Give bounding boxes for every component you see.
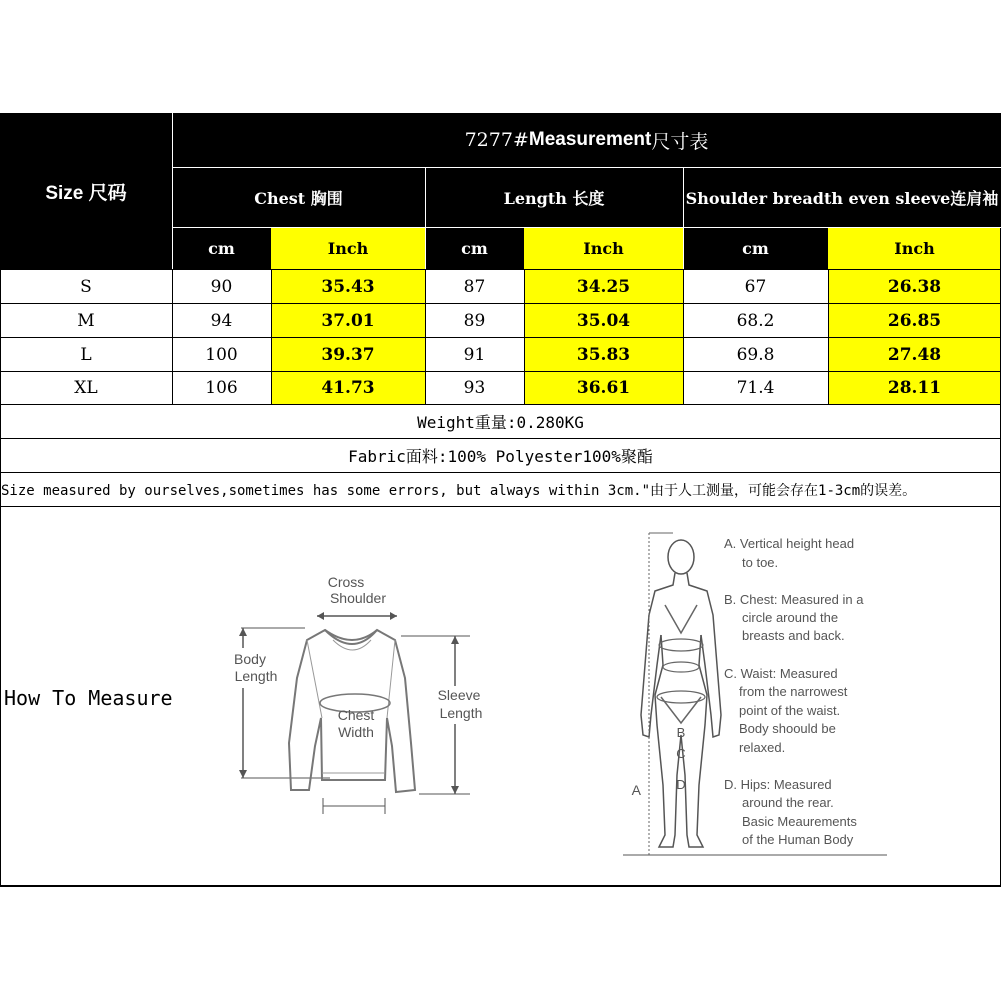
shoulder-cm-cell: 69.8 (683, 338, 828, 371)
size-cell: S (0, 270, 172, 303)
body-diagram (615, 525, 905, 870)
desc-c-line: Body shoould be (739, 721, 836, 736)
sleeve-label: Sleeve (437, 687, 481, 703)
desc-b-line: circle around the (742, 610, 839, 625)
desc-b-line: B. Chest: Measured in a (724, 592, 864, 607)
size-cell: M (0, 304, 172, 337)
chest-header: Chest 胸围 (172, 167, 425, 227)
mark-b: B (676, 725, 686, 740)
desc-c-line: C. Waist: Measured (724, 666, 838, 681)
length-inch-cell: 35.83 (524, 338, 683, 371)
size-header: Size 尺码 (0, 113, 172, 269)
shoulder-inch-cell: 26.85 (828, 304, 1001, 337)
mark-a: A (631, 782, 641, 798)
shoulder-cm-unit: cm (683, 227, 828, 269)
chest-label: Chest (337, 707, 375, 723)
desc-d-line: of the Human Body (742, 832, 854, 847)
length-cm-cell: 93 (425, 372, 524, 404)
desc-c-line: point of the waist. (739, 703, 841, 718)
size-cell: L (0, 338, 172, 371)
title-bold: Measurement (528, 129, 652, 150)
length-cm-cell: 87 (425, 270, 524, 303)
shoulder-label: Shoulder (329, 590, 387, 606)
length-inch-cell: 36.61 (524, 372, 683, 404)
desc-a-line: A. Vertical height head (724, 536, 855, 551)
fabric-info: Fabric面料:100% Polyester100%聚酯 (0, 439, 1001, 472)
desc-d-line: around the rear. (742, 795, 834, 810)
length-inch-cell: 34.25 (524, 270, 683, 303)
length-inch-cell: 35.04 (524, 304, 683, 337)
desc-d-line: D. Hips: Measured (724, 777, 832, 792)
length-cm-cell: 91 (425, 338, 524, 371)
desc-c-line: relaxed. (739, 740, 786, 755)
size-chart (0, 113, 1001, 887)
shoulder-inch-cell: 28.11 (828, 372, 1001, 404)
chest-inch-cell: 37.01 (271, 304, 425, 337)
shoulder-inch-cell: 26.38 (828, 270, 1001, 303)
chest-inch-unit: Inch (271, 227, 425, 269)
chest-cm-cell: 100 (172, 338, 271, 371)
chest-width-label: Width (338, 724, 374, 740)
cross-label: Cross (327, 574, 365, 590)
desc-b-line: breasts and back. (742, 628, 845, 643)
size-cell: XL (0, 372, 172, 404)
length-cm-cell: 89 (425, 304, 524, 337)
title-prefix: 7277# (464, 129, 529, 151)
chest-inch-cell: 39.37 (271, 338, 425, 371)
shoulder-cm-cell: 67 (683, 270, 828, 303)
shoulder-header: Shoulder breadth even sleeve连肩袖 (683, 167, 1001, 227)
length-cm-unit: cm (425, 227, 524, 269)
chest-inch-cell: 41.73 (271, 372, 425, 404)
mark-d: D (676, 777, 686, 792)
chest-cm-cell: 94 (172, 304, 271, 337)
chest-inch-cell: 35.43 (271, 270, 425, 303)
sleeve-length-label: Length (439, 705, 483, 721)
chart-title (172, 113, 1001, 167)
chest-cm-cell: 90 (172, 270, 271, 303)
shoulder-cm-cell: 68.2 (683, 304, 828, 337)
desc-a-line: to toe. (742, 555, 779, 570)
how-to-measure-label: How To Measure (4, 683, 204, 713)
shoulder-cm-cell: 71.4 (683, 372, 828, 404)
shoulder-inch-cell: 27.48 (828, 338, 1001, 371)
length-inch-unit: Inch (524, 227, 683, 269)
desc-c-line: from the narrowest (739, 684, 848, 699)
chest-cm-cell: 106 (172, 372, 271, 404)
body-length-label: Length (234, 668, 278, 684)
mark-c: C (676, 746, 686, 761)
title-suffix: 尺寸表 (651, 130, 709, 153)
desc-d-line: Basic Meaurements (742, 814, 857, 829)
measurement-note: Size measured by ourselves,sometimes has some errors, but always within 3cm."由于人工测量，可能会存在1-3cm的误差。 (0, 473, 1001, 506)
length-header: Length 长度 (425, 167, 683, 227)
weight-info: Weight重量:0.280KG (0, 405, 1001, 438)
body-label: Body (234, 651, 266, 667)
chest-cm-unit: cm (172, 227, 271, 269)
sweater-diagram (225, 568, 495, 818)
shoulder-inch-unit: Inch (828, 227, 1001, 269)
